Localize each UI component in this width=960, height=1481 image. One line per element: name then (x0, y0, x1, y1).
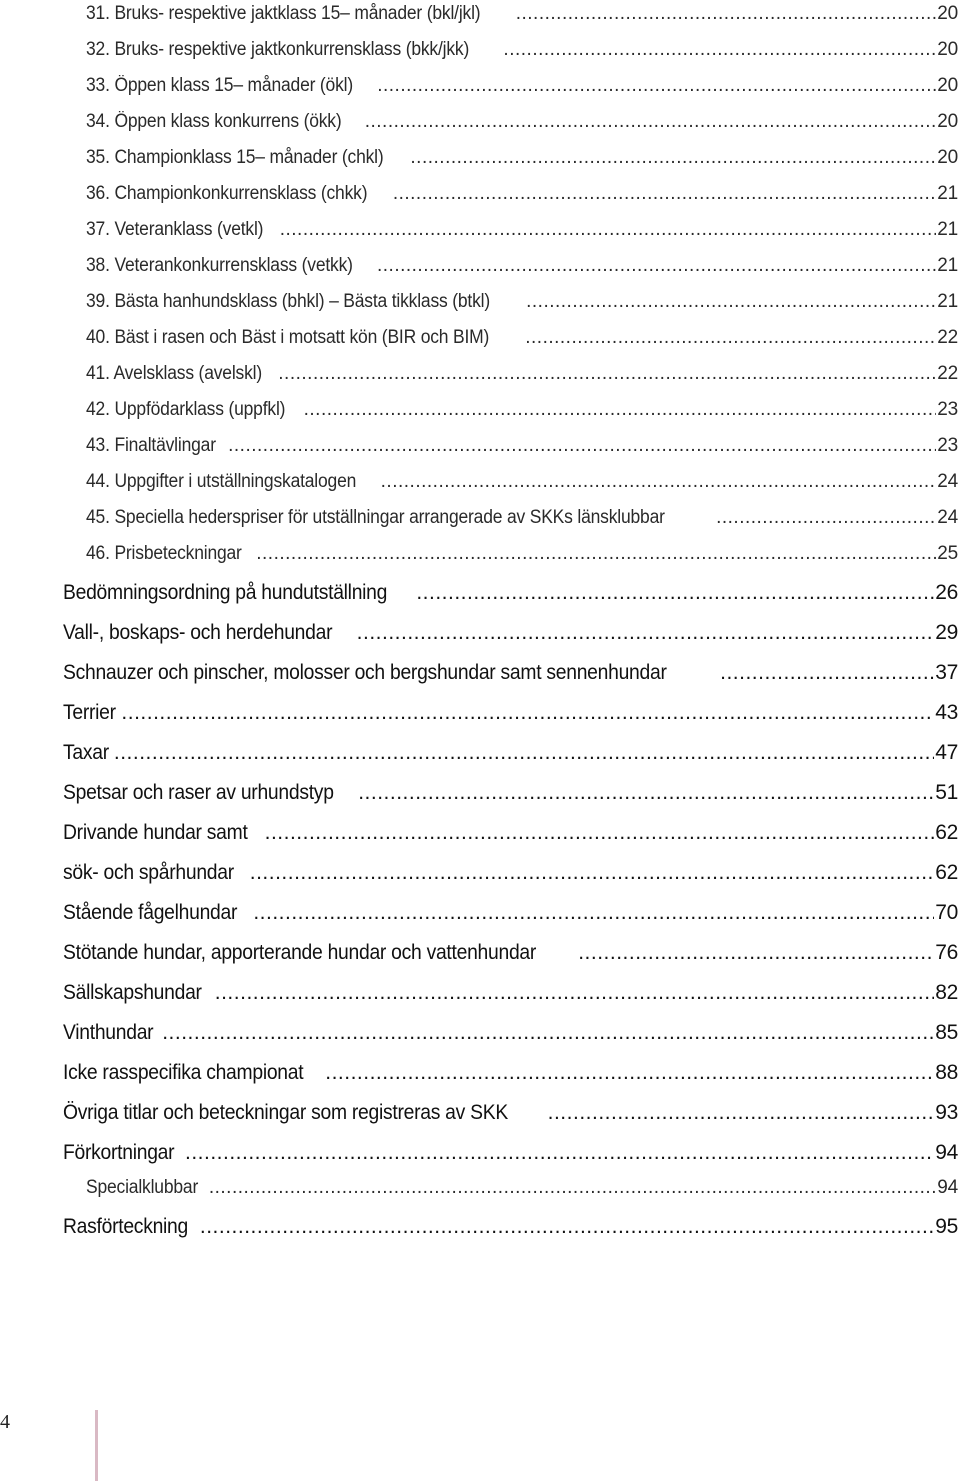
toc-page-number: 23 (937, 435, 958, 456)
toc-entry-title: 44. Uppgifter i utställningskatalogen (86, 471, 357, 492)
toc-page-number: 95 (935, 1215, 958, 1238)
leader-dots (200, 1216, 934, 1237)
toc-entry-title: 38. Veterankonkurrensklass (vetkk) (86, 255, 353, 276)
toc-page-number: 82 (935, 981, 958, 1004)
toc-entry-title: Stående fågelhundar (63, 901, 238, 924)
toc-page-number: 21 (937, 291, 958, 312)
toc-main-entry[interactable] (63, 822, 958, 843)
toc-entry-title: Rasförteckning (63, 1215, 189, 1238)
toc-page-number: 29 (935, 621, 958, 644)
toc-page-number: 70 (935, 901, 958, 924)
leader-dots (358, 782, 934, 803)
toc-entry-title: Drivande hundar samt (63, 821, 248, 844)
leader-dots (365, 112, 937, 131)
toc-entry-title: Sällskapshundar (63, 981, 202, 1004)
toc-main-entry[interactable] (63, 662, 958, 683)
toc-page-number: 25 (937, 543, 958, 564)
toc-page-number: 88 (935, 1061, 958, 1084)
toc-main-entry[interactable] (63, 622, 958, 643)
leader-dots (377, 256, 936, 275)
toc-page-number: 24 (937, 471, 958, 492)
toc-page-number: 43 (935, 701, 958, 724)
leader-dots (280, 220, 937, 239)
toc-page-number: 22 (937, 327, 958, 348)
leader-dots (357, 622, 935, 643)
leader-dots (121, 702, 934, 723)
toc-entry-title: Vall-, boskaps- och herdehundar (63, 621, 333, 644)
toc-entry-title: 46. Prisbeteckningar (86, 543, 242, 564)
leader-dots (215, 982, 934, 1003)
toc-sub-entry[interactable] (86, 256, 958, 275)
toc-page-number: 62 (935, 861, 958, 884)
leader-dots (416, 582, 934, 603)
toc-page-number: 62 (935, 821, 958, 844)
toc-page-number: 21 (937, 219, 958, 240)
toc-main-entry[interactable] (63, 1022, 958, 1043)
toc-page-number: 37 (935, 661, 958, 684)
toc-main-entry[interactable] (63, 782, 958, 803)
toc-page-number: 22 (937, 363, 958, 384)
toc-sub-entry[interactable] (86, 436, 958, 455)
toc-entry-title: 39. Bästa hanhundsklass (bhkl) – Bästa tikklass (btkl) (86, 291, 490, 312)
toc-sub-entry[interactable] (86, 400, 958, 419)
leader-dots (377, 76, 936, 95)
toc-entry-title: 37. Veteranklass (vetkl) (86, 219, 264, 240)
toc-page-number: 23 (937, 399, 958, 420)
toc-sub-entry[interactable] (86, 364, 958, 383)
toc-entry-title: 45. Speciella hederspriser för utställningar arrangerade av SKKs länsklubbar (86, 507, 665, 528)
toc-page-number: 94 (937, 1177, 958, 1198)
leader-dots (548, 1102, 935, 1123)
toc-entry-title: 40. Bäst i rasen och Bäst i motsatt kön (BIR och BIM) (86, 327, 490, 348)
leader-dots (185, 1142, 934, 1163)
toc-entry-title: sök- och spårhundar (63, 861, 234, 884)
leader-dots (114, 742, 934, 763)
toc-page-number: 21 (937, 183, 958, 204)
toc-entry-title: Specialklubbar (86, 1177, 199, 1198)
toc-entry-title: 36. Championkonkurrensklass (chkk) (86, 183, 368, 204)
toc-main-entry[interactable] (63, 582, 958, 603)
toc-page-number: 93 (935, 1101, 958, 1124)
page-number: 4 (0, 1411, 10, 1433)
leader-dots (410, 148, 936, 167)
toc-main-entry[interactable] (63, 702, 958, 723)
toc-entry-title: Bedömningsordning på hundutställning (63, 581, 388, 604)
toc-entry-title: 34. Öppen klass konkurrens (ökk) (86, 111, 342, 132)
leader-dots (265, 822, 935, 843)
toc-sub-entry[interactable] (86, 328, 958, 347)
toc-sub-entry[interactable] (86, 220, 958, 239)
leader-dots (325, 1062, 934, 1083)
toc-sub-entry[interactable] (86, 184, 958, 203)
toc-page-number: 21 (937, 255, 958, 276)
leader-dots (304, 400, 937, 419)
toc-entry-title: 35. Championklass 15– månader (chkl) (86, 147, 384, 168)
leader-dots (716, 508, 936, 527)
leader-dots (381, 472, 937, 491)
toc-sub-entry[interactable] (86, 40, 958, 59)
toc-page-number: 85 (935, 1021, 958, 1044)
leader-dots (250, 862, 934, 883)
leader-dots (720, 662, 934, 683)
toc-sub-entry[interactable] (86, 148, 958, 167)
toc-page-number: 20 (937, 111, 958, 132)
toc-page-number: 20 (937, 39, 958, 60)
toc-nested-entry[interactable] (86, 1178, 958, 1197)
leader-dots (578, 942, 934, 963)
toc-page-number: 24 (937, 507, 958, 528)
toc-entry-title: Vinthundar (63, 1021, 154, 1044)
toc-page-number: 26 (935, 581, 958, 604)
toc-entry-title: 43. Finaltävlingar (86, 435, 216, 456)
toc-sub-entry[interactable] (86, 544, 958, 563)
leader-dots (526, 292, 936, 311)
toc-entry-title: 41. Avelsklass (avelskl) (86, 363, 262, 384)
toc-main-entry[interactable] (63, 942, 958, 963)
toc-entry-title: Övriga titlar och beteckningar som registreras av SKK (63, 1101, 508, 1124)
toc-page-number: 51 (935, 781, 958, 804)
leader-dots (256, 544, 936, 563)
leader-dots (503, 40, 936, 59)
toc-page-number: 20 (937, 75, 958, 96)
toc-main-entry[interactable] (63, 862, 958, 883)
toc-main-entry[interactable] (63, 982, 958, 1003)
toc-entry-title: Schnauzer och pinscher, molosser och bergshundar samt sennenhundar (63, 661, 667, 684)
toc-sub-entry[interactable] (86, 112, 958, 131)
leader-dots (278, 364, 936, 383)
leader-dots (209, 1178, 936, 1197)
leader-dots (253, 902, 934, 923)
toc-entry-title: Terrier (63, 701, 116, 724)
toc-page-number: 20 (937, 3, 958, 24)
toc-entry-title: Förkortningar (63, 1141, 175, 1164)
toc-sub-entry[interactable] (86, 508, 958, 527)
toc-main-entry[interactable] (63, 1216, 958, 1237)
toc-page-number: 20 (937, 147, 958, 168)
toc-main-entry[interactable] (63, 1062, 958, 1083)
toc-entry-title: 32. Bruks- respektive jaktkonkurrensklass (bkk/jkk) (86, 39, 470, 60)
toc-sub-entry[interactable] (86, 472, 958, 491)
leader-dots (525, 328, 936, 347)
toc-page-number: 76 (935, 941, 958, 964)
toc-sub-entry[interactable] (86, 292, 958, 311)
page-accent-rule (95, 1410, 98, 1481)
toc-main-entry[interactable] (63, 1102, 958, 1123)
toc-entry-title: Stötande hundar, apporterande hundar och vattenhundar (63, 941, 537, 964)
toc-main-entry[interactable] (63, 1142, 958, 1163)
toc-main-entry[interactable] (63, 742, 958, 763)
leader-dots (516, 4, 937, 23)
toc-page-number: 47 (935, 741, 958, 764)
toc-entry-title: Taxar (63, 741, 109, 764)
toc-entry-title: Icke rasspecifika championat (63, 1061, 304, 1084)
leader-dots (393, 184, 936, 203)
toc-main-entry[interactable] (63, 902, 958, 923)
toc-entry-title: 31. Bruks- respektive jaktklass 15– månader (bkl/jkl) (86, 3, 481, 24)
leader-dots (162, 1022, 934, 1043)
toc-entry-title: 33. Öppen klass 15– månader (ökl) (86, 75, 354, 96)
toc-sub-entry[interactable] (86, 4, 958, 23)
toc-entry-title: Spetsar och raser av urhundstyp (63, 781, 334, 804)
leader-dots (228, 436, 936, 455)
toc-entry-title: 42. Uppfödarklass (uppfkl) (86, 399, 286, 420)
toc-sub-entry[interactable] (86, 76, 958, 95)
toc-page-number: 94 (935, 1141, 958, 1164)
